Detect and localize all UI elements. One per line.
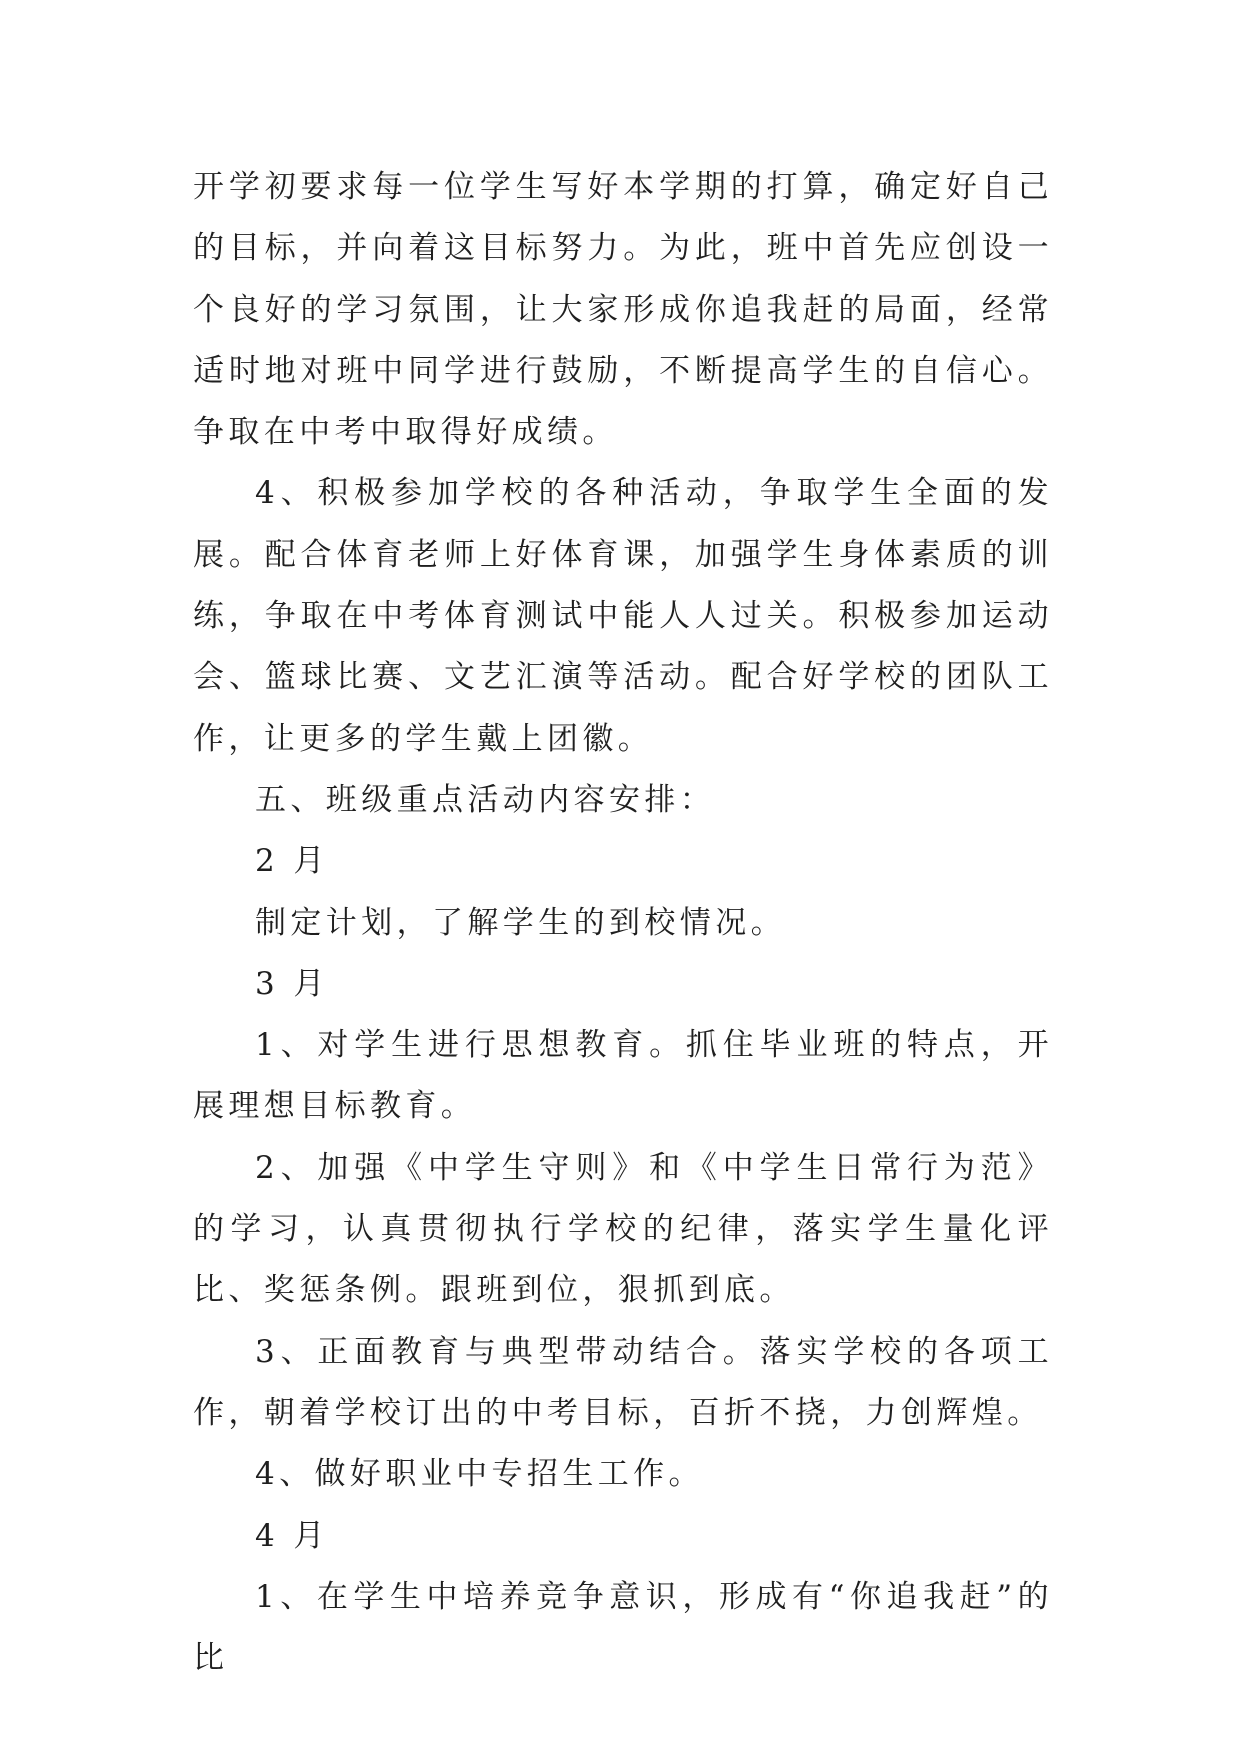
paragraph-march-item-3: 3、正面教育与典型带动结合。落实学校的各项工作，朝着学校订出的中考目标，百折不挠，力创辉煌。 <box>193 1333 1053 1431</box>
section-heading-key-activities: 五、班级重点活动内容安排： <box>255 781 716 818</box>
paragraph-march-item-2: 2、加强《中学生守则》和《中学生日常行为范》的学习，认真贯彻执行学校的纪律，落实学生量化评比、奖惩条例。跟班到位，狠抓到底。 <box>193 1149 1053 1309</box>
paragraph-april-item-1: 1、在学生中培养竞争意识，形成有“你追我赶”的比 <box>193 1578 1053 1677</box>
paragraph-march-item-4: 4、做好职业中专招生工作。 <box>255 1456 704 1493</box>
month-heading-march: 3 月 <box>255 965 329 1002</box>
month-heading-april: 4 月 <box>255 1517 329 1554</box>
paragraph-study-goals: 开学初要求每一位学生写好本学期的打算，确定好自己的目标，并向着这目标努力。为此，班中首先应创设一个良好的学习氛围，让大家形成你追我赶的局面，经常适时地对班中同学进行鼓励，不断提高学生的自信心。争取在中考中取得好成绩。 <box>193 169 1053 451</box>
paragraph-item-4-activities: 4、积极参加学校的各种活动，争取学生全面的发展。配合体育老师上好体育课，加强学生身体素质的训练，争取在中考体育测试中能人人过关。积极参加运动会、篮球比赛、文艺汇演等活动。配合好学校的团队工作，让更多的学生戴上团徽。 <box>193 475 1053 757</box>
month-heading-february: 2 月 <box>255 843 329 880</box>
paragraph-february-plan: 制定计划，了解学生的到校情况。 <box>255 904 786 941</box>
document-body <box>193 157 1053 1689</box>
paragraph-march-item-1: 1、对学生进行思想教育。抓住毕业班的特点，开展理想目标教育。 <box>193 1027 1053 1125</box>
